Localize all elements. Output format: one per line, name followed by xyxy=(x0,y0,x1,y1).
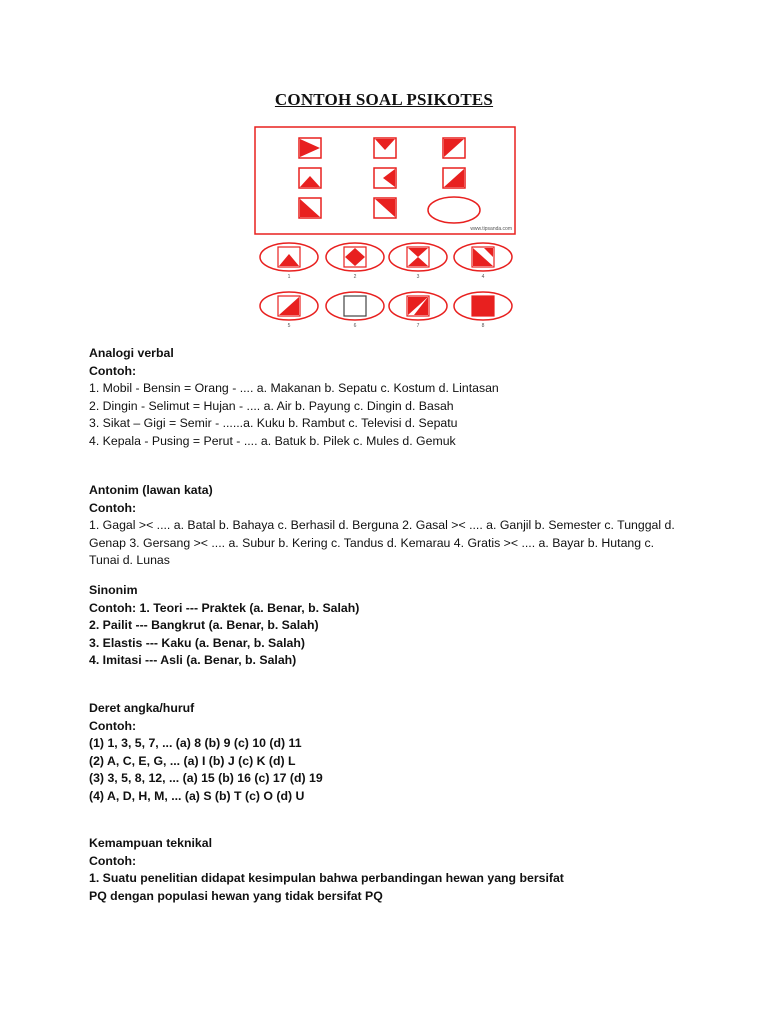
option-number-7: 7 xyxy=(416,323,420,328)
question-line: 3. Elastis --- Kaku (a. Benar, b. Salah) xyxy=(89,635,305,650)
matrix-cell-r2c1 xyxy=(299,168,321,188)
section-heading: Antonim (lawan kata) xyxy=(89,483,213,497)
section-subheading: Contoh: xyxy=(89,718,137,733)
option-number-6: 6 xyxy=(353,323,357,328)
question-line: 1. Suatu penelitian didapat kesimpulan bahwa perbandingan hewan yang bersifat xyxy=(89,871,564,885)
matrix-cell-r2c3 xyxy=(443,168,465,188)
question-line: (4) A, D, H, M, ... (a) S (b) T (c) O (d) U xyxy=(89,788,305,803)
option-number-4: 4 xyxy=(481,274,485,280)
option-4 xyxy=(454,243,512,280)
puzzle-figure xyxy=(254,126,518,328)
matrix-cell-r1c2 xyxy=(374,138,396,158)
question-line: (2) A, C, E, G, ... (a) I (b) J (c) K (d) L xyxy=(89,753,296,768)
option-2 xyxy=(326,243,384,280)
section-kemampuan-teknikal xyxy=(89,835,689,905)
question-line: 2. Dingin - Selimut = Hujan - .... a. Air b. Payung c. Dingin d. Basah xyxy=(89,398,454,413)
question-line: 1. Mobil - Bensin = Orang - .... a. Makanan b. Sepatu c. Kostum d. Lintasan xyxy=(89,381,499,395)
question-line: Tunai d. Lunas xyxy=(89,553,170,567)
option-3 xyxy=(389,243,447,280)
question-line: (3) 3, 5, 8, 12, ... (a) 15 (b) 16 (c) 17 (d) 19 xyxy=(89,771,323,785)
page-title: CONTOH SOAL PSIKOTES xyxy=(274,90,494,109)
section-heading: Kemampuan teknikal xyxy=(89,836,213,850)
matrix-cell-r3c1 xyxy=(299,198,321,218)
option-8 xyxy=(454,292,512,328)
matrix-cell-r2c2 xyxy=(374,168,396,188)
option-1 xyxy=(260,243,318,280)
question-line: 1. Gagal >< .... a. Batal b. Bahaya c. Berhasil d. Berguna 2. Gasal >< .... a. Ganjil b. Semester c. Tunggal d. xyxy=(89,518,675,532)
section-heading: Deret angka/huruf xyxy=(89,701,195,715)
option-number-5: 5 xyxy=(287,323,291,328)
matrix-cell-r1c3 xyxy=(443,138,465,158)
section-antonim xyxy=(89,482,689,570)
question-line: 4. Imitasi --- Asli (a. Benar, b. Salah) xyxy=(89,653,297,667)
section-subheading: Contoh: xyxy=(89,500,137,515)
matrix-answer-blank xyxy=(428,197,480,223)
section-subheading: Contoh: xyxy=(89,853,137,868)
matrix-cell-r1c1 xyxy=(299,138,321,158)
section-heading: Sinonim xyxy=(89,583,138,597)
question-line: 4. Kepala - Pusing = Perut - .... a. Batuk b. Pilek c. Mules d. Gemuk xyxy=(89,433,456,448)
section-subheading: Contoh: xyxy=(89,363,137,378)
question-line: 3. Sikat – Gigi = Semir - ......a. Kuku b. Rambut c. Televisi d. Sepatu xyxy=(89,416,458,430)
matrix-cell-r3c2 xyxy=(374,198,396,218)
option-number-8: 8 xyxy=(481,323,485,328)
option-number-1: 1 xyxy=(287,274,291,280)
section-heading: Analogi verbal xyxy=(89,346,174,360)
question-line: PQ dengan populasi hewan yang tidak bersifat PQ xyxy=(89,888,383,903)
section-sinonim xyxy=(89,582,689,670)
section-analogi-verbal xyxy=(89,345,689,450)
question-line: Contoh: 1. Teori --- Praktek (a. Benar, b. Salah) xyxy=(89,600,360,615)
section-deret xyxy=(89,700,689,805)
question-line: Genap 3. Gersang >< .... a. Subur b. Kering c. Tandus d. Kemarau 4. Gratis >< .... a. Bayar b. Hutang c. xyxy=(89,535,655,550)
option-5 xyxy=(260,292,318,328)
question-line: 2. Pailit --- Bangkrut (a. Benar, b. Salah) xyxy=(89,618,319,632)
option-6 xyxy=(326,292,384,328)
option-7 xyxy=(389,292,447,328)
option-number-2: 2 xyxy=(353,274,357,280)
option-number-3: 3 xyxy=(416,274,420,280)
figure-watermark: www.tipsanda.com xyxy=(470,226,512,232)
question-line: (1) 1, 3, 5, 7, ... (a) 8 (b) 9 (c) 10 (d) 11 xyxy=(89,736,302,750)
